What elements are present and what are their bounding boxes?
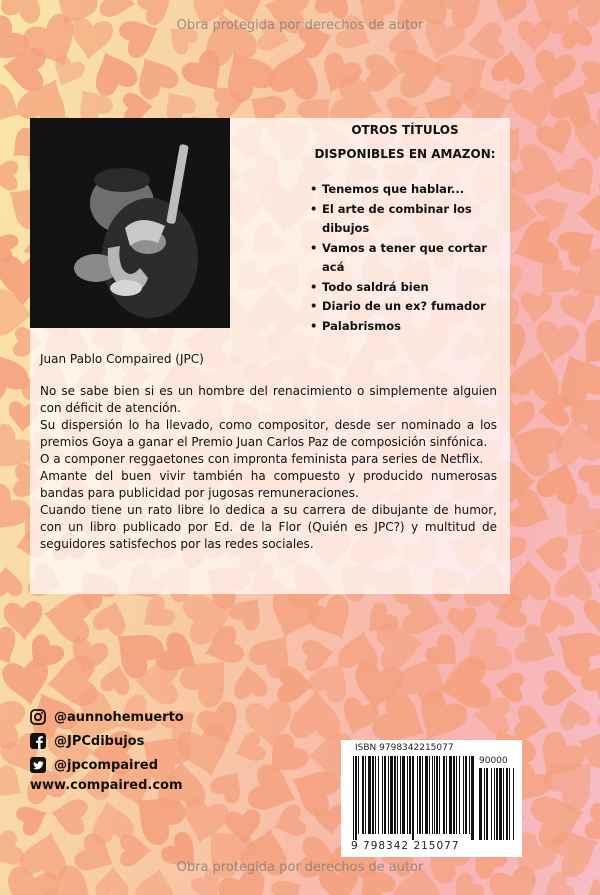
author-photo (30, 118, 230, 328)
other-titles-heading (300, 118, 510, 166)
bio-paragraph: Amante del buen vivir también ha compuesto y producido numerosas bandas para publicidad por jugosas remuneraciones. (40, 469, 497, 500)
bio-paragraph: Cuando tiene un rato libre lo dedica a su carrera de dibujante de humor, con un libro publicado por Ed. de la Flor (Quién es JPC?) y multitud de seguidores satisfechos por las redes sociales. (40, 503, 497, 551)
bio-paragraph: No se sabe bien si es un hombre del renacimiento o simplemente alguien con déficit de atención. (40, 384, 497, 415)
list-item: • Palabrismos (310, 317, 510, 337)
list-item: • El arte de combinar los dibujos (310, 200, 510, 239)
price-barcode-bars (478, 768, 516, 840)
instagram-icon (30, 709, 46, 725)
facebook-handle: @JPCdibujos (54, 733, 145, 749)
copyright-watermark-top: Obra protegida por derechos de autor (176, 18, 424, 33)
isbn-barcode (341, 740, 522, 857)
website-url: www.compaired.com (30, 778, 183, 793)
copyright-watermark-bottom: Obra protegida por derechos de autor (176, 860, 424, 875)
instagram-handle-row (30, 709, 184, 725)
other-titles-list (300, 180, 510, 336)
list-item: • Vamos a tener que cortar acá (310, 239, 510, 278)
author-biography (40, 383, 497, 553)
list-item: • Tenemos que hablar... (310, 180, 510, 200)
price-code: 90000 (479, 756, 508, 766)
other-titles-heading-line1: OTROS TÍTULOS (351, 123, 459, 137)
bio-paragraph: Su dispersión lo ha llevado, como compositor, desde ser nominado a los premios Goya a ganar el Premio Juan Carlos Paz de composición sinfónica. (40, 418, 497, 449)
barcode-bars (351, 756, 477, 840)
twitter-handle-row (30, 757, 158, 773)
twitter-icon (30, 757, 46, 773)
list-item: • Todo saldrá bien (310, 278, 510, 298)
isbn-label: ISBN 9798342215077 (355, 743, 454, 753)
bio-paragraph: O a componer reggaetones con impronta feminista para series de Netflix. (40, 452, 484, 466)
instagram-handle: @aunnohemuerto (54, 709, 184, 725)
other-titles-box (300, 118, 510, 336)
twitter-handle: @jpcompaired (54, 757, 159, 773)
list-item: • Diario de un ex? fumador (310, 297, 510, 317)
barcode-number: 9 798342 215077 (351, 840, 460, 852)
facebook-handle-row (30, 733, 144, 749)
author-name: Juan Pablo Compaired (JPC) (40, 352, 204, 366)
facebook-icon (30, 733, 46, 749)
other-titles-heading-line2: DISPONIBLES EN AMAZON: (314, 147, 496, 161)
